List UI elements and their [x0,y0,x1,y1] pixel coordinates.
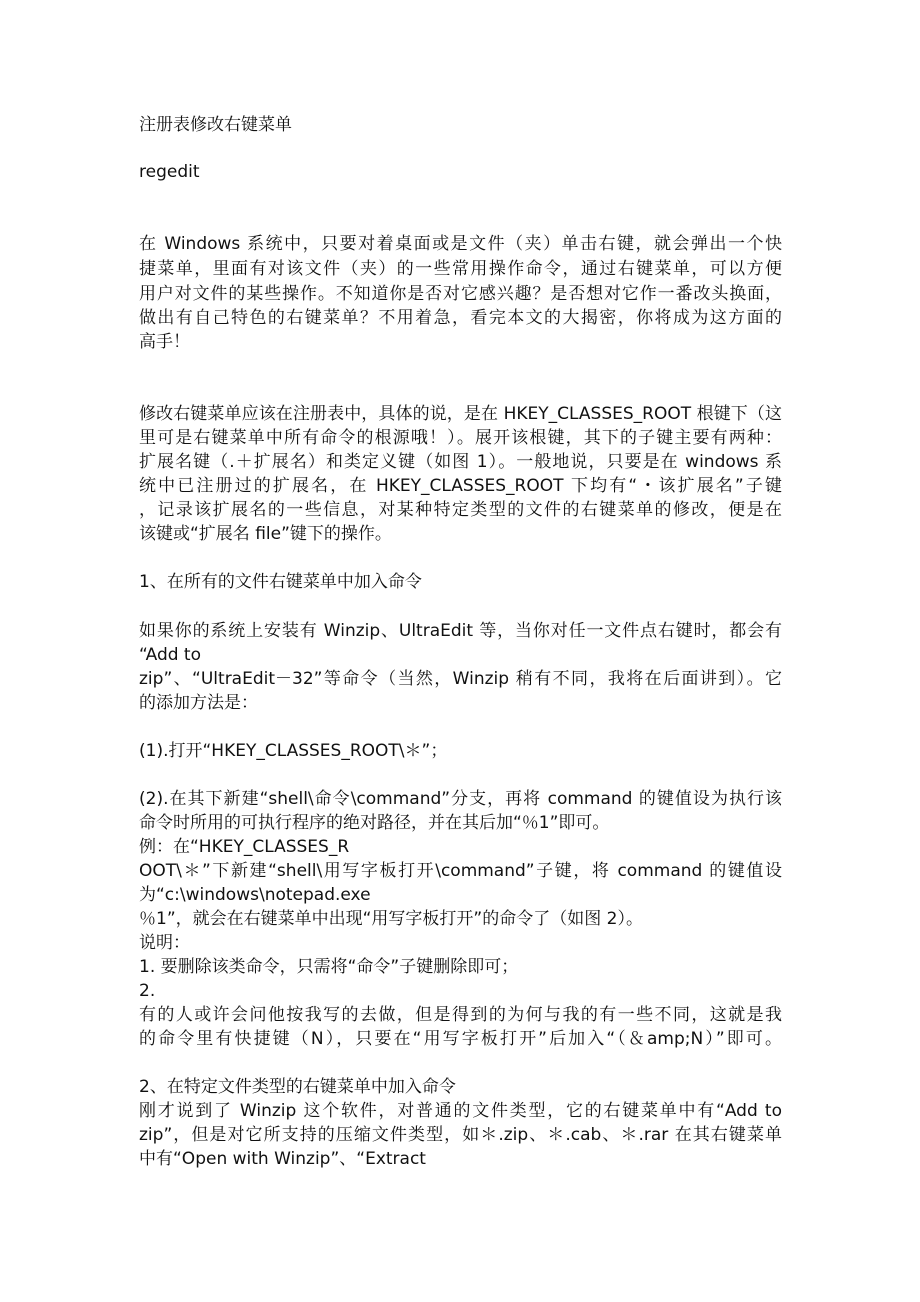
section1-line: “Add to [139,645,201,665]
step2-line: ％1”，就会在右键菜单中出现“用写字板打开”的命令了（如图 2）。 [139,909,643,929]
para2-line: 里可是右键菜单中所有命令的根源哦！）。展开该根键，其下的子键主要有两种： [139,428,782,448]
section1-heading: 1、在所有的文件右键菜单中加入命令 [139,572,422,592]
intro-line: 在 Windows 系统中，只要对着桌面或是文件（夹）单击右键，就会弹出一个快 [139,234,782,254]
intro-line: 高手！ [139,332,190,352]
section1-line: 如果你的系统上安装有 Winzip、UltraEdit 等，当你对任一文件点右键时，都会有 [139,621,782,641]
intro-line: 捷菜单，里面有对该文件（夹）的一些常用操作命令，通过右键菜单，可以方便 [139,259,782,279]
section2-line: zip”，但是对它所支持的压缩文件类型，如＊.zip、＊.cab、＊.rar 在其右键菜单 [139,1125,782,1145]
step2-line: 说明： [139,933,190,953]
step2-line: 为“c:\windows\notepad.exe [139,885,371,905]
step2-line: 有的人或许会问他按我写的去做，但是得到的为何与我的有一些不同，这就是我 [139,1005,782,1025]
para2-line: 扩展名键（.＋扩展名）和类定义键（如图 1）。一般地说，只要是在 windows 系 [139,452,782,472]
section2-line: 刚才说到了 Winzip 这个软件，对普通的文件类型，它的右键菜单中有“Add to [139,1101,782,1121]
step2-line: (2).在其下新建“shell\命令\command”分支，再将 command 的键值设为执行该 [139,789,782,809]
step2-line: 2. [139,981,156,1001]
step2-line: 命令时所用的可执行程序的绝对路径，并在其后加“％1”即可。 [139,813,610,833]
para2-line: 修改右键菜单应该在注册表中，具体的说，是在 HKEY_CLASSES_ROOT 根键下（这 [139,404,782,424]
para2-line: 统中已注册过的扩展名，在 HKEY_CLASSES_ROOT 下均有“・该扩展名”子键 [139,476,782,496]
step1-line: (1).打开“HKEY_CLASSES_ROOT\＊”； [139,741,448,761]
section2-heading: 2、在特定文件类型的右键菜单中加入命令 [139,1077,456,1097]
step2-line: 1. 要删除该类命令，只需将“命令”子键删除即可； [139,957,519,977]
para2-line: ，记录该扩展名的一些信息，对某种特定类型的文件的右键菜单的修改，便是在 [139,500,782,520]
step2-line: 例：在“HKEY_CLASSES_R [139,837,350,857]
section1-line: zip”、“UltraEdit－32”等命令（当然，Winzip 稍有不同，我将在后面讲到）。它 [139,669,782,689]
step2-line: OOT\＊”下新建“shell\用写字板打开\command”子键，将 command 的键值设 [139,861,782,881]
document-title: 注册表修改右键菜单 [139,115,292,135]
section1-line: 的添加方法是： [139,693,258,713]
section2-line: 中有“Open with Winzip”、“Extract [139,1149,426,1169]
step2-line: 的命令里有快捷键（N），只要在“用写字板打开”后加入“（＆amp;N）”即可。 [139,1029,782,1049]
document-subtitle: regedit [139,162,200,182]
intro-line: 做出有自己特色的右键菜单？不用着急，看完本文的大揭密，你将成为这方面的 [139,308,782,328]
intro-line: 用户对文件的某些操作。不知道你是否对它感兴趣？是否想对它作一番改头换面， [139,284,782,304]
para2-line: 该键或“扩展名 file”键下的操作。 [139,524,392,544]
